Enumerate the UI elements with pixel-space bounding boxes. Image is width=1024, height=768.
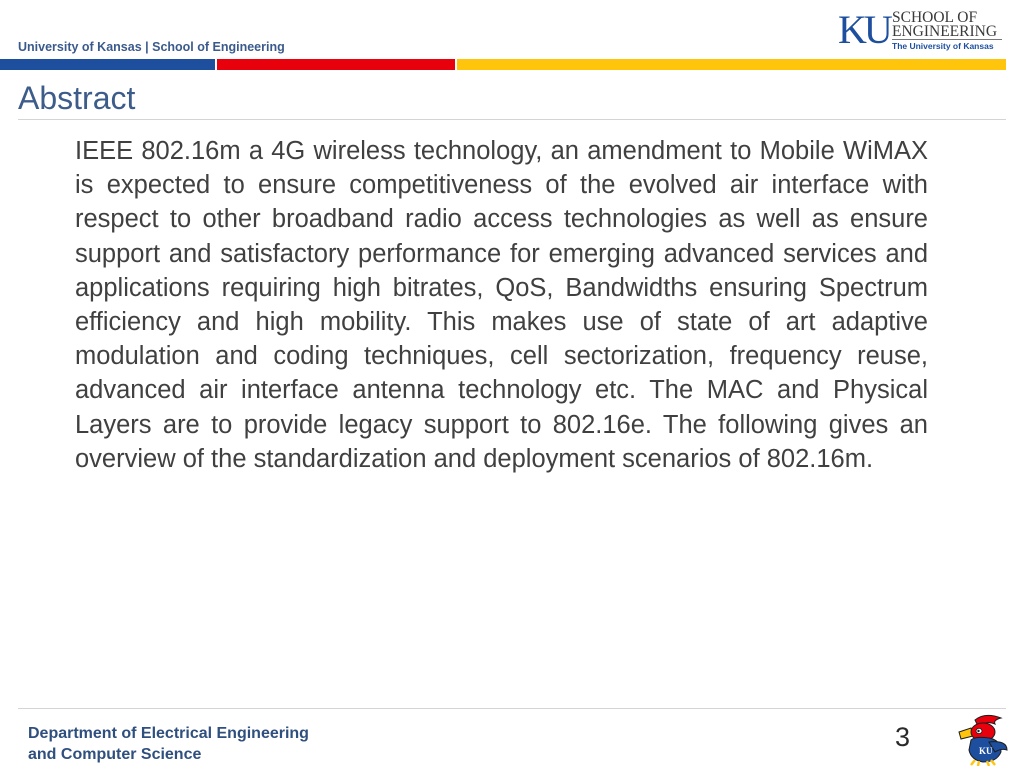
logo-subtitle: The University of Kansas (892, 41, 994, 51)
header-bar-red (217, 59, 455, 70)
ku-engineering-logo (838, 7, 1008, 54)
page-number: 3 (895, 722, 911, 752)
footer-department (28, 723, 309, 765)
slide-title: Abstract (18, 80, 136, 116)
jayhawk-icon (951, 712, 1011, 766)
slide-body: IEEE 802.16m a 4G wireless technology, an amendment to Mobile WiMAX is expected to ensure competitiveness of the evolved air interface with respect to other broadband radio access technologies as well as ensure support and satisfactory performance for emerging advanced services and applications requiring high bitrates, QoS, Bandwidths ensuring Spectrum efficiency and high mobility. This makes use of state of art adaptive modulation and coding techniques, cell sectorization, frequency reuse, advanced air interface antenna technology etc. The MAC and Physical Layers are to provide legacy support to 802.16e. The following gives an overview of the standardization and deployment scenarios of 802.16m. (75, 137, 928, 473)
header-text: University of Kansas | School of Engineering (18, 40, 285, 54)
footer-dept-line2: and Computer Science (28, 746, 202, 763)
logo-divider (892, 39, 1002, 40)
logo-line1: SCHOOL OF (892, 9, 978, 26)
svg-text:KU: KU (979, 746, 993, 756)
header-bar-yellow (457, 59, 1006, 70)
logo-ku-mark: KU (838, 7, 890, 52)
title-divider (18, 119, 1006, 120)
logo-line2: ENGINEERING (892, 23, 998, 40)
footer-divider (18, 708, 1006, 709)
footer-dept-line1: Department of Electrical Engineering (28, 725, 309, 742)
header-bar-blue (0, 59, 215, 70)
